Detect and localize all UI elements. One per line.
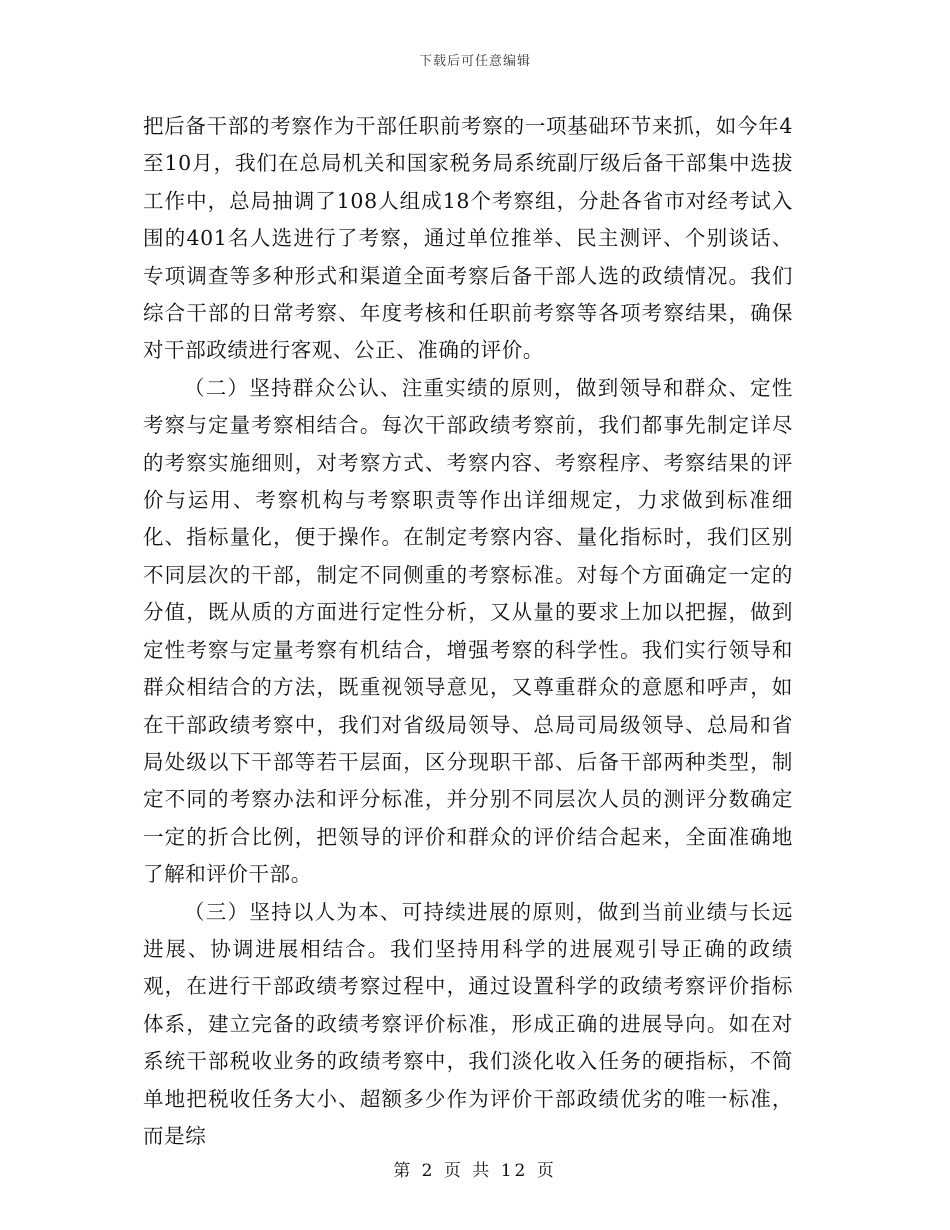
paragraph-2: （二）坚持群众公认、注重实绩的原则，做到领导和群众、定性考察与定量考察相结合。每次干部政绩考察前，我们都事先制定详尽的考察实施细则，对考察方式、考察内容、考察程序、考察结果的评价与运用、考察机构与考察职责等作出详细规定，力求做到标准细化、指标量化，便于操作。在制定考察内容、量化指标时，我们区别不同层次的干部，制定不同侧重的考察标准。对每个方面确定一定的分值，既从质的方面进行定性分析，又从量的要求上加以把握，做到定性考察与定量考察有机结合，增强考察的科学性。我们实行领导和群众相结合的方法，既重视领导意见，又尊重群众的意愿和呼声，如在干部政绩考察中，我们对省级局领导、总局司局级领导、总局和省局处级以下干部等若干层面，区分现职干部、后备干部两种类型，制定不同的考察办法和评分标准，并分别不同层次人员的测评分数确定一定的折合比例，把领导的评价和群众的评价结合起来，全面准确地了解和评价干部。 (143, 375, 793, 887)
page-number-footer: 第 2 页 共 12 页 (393, 1161, 557, 1181)
page-header: 下载后可任意编辑 (418, 54, 531, 69)
paragraph-1: 把后备干部的考察作为干部任职前考察的一项基础环节来抓，如今年4至10月，我们在总局机关和国家税务局系统副厅级后备干部集中选拔工作中，总局抽调了108人组成18个考察组，分赴各省市对经考试入围的401名人选进行了考察，通过单位推举、民主测评、个别谈话、专项调查等多种形式和渠道全面考察后备干部人选的政绩情况。我们综合干部的日常考察、年度考核和任职前考察等各项考察结果，确保对干部政绩进行客观、公正、准确的评价。 (143, 114, 793, 363)
paragraph-3: （三）坚持以人为本、可持续进展的原则，做到当前业绩与长远进展、协调进展相结合。我们坚持用科学的进展观引导正确的政绩观，在进行干部政绩考察过程中，通过设置科学的政绩考察评价指标体系，建立完备的政绩考察评价标准，形成正确的进展导向。如在对系统干部税收业务的政绩考察中，我们淡化收入任务的硬指标，不简单地把税收任务大小、超额多少作为评价干部政绩优劣的唯一标准，而是综 (143, 899, 793, 1148)
document-body (143, 108, 793, 1155)
